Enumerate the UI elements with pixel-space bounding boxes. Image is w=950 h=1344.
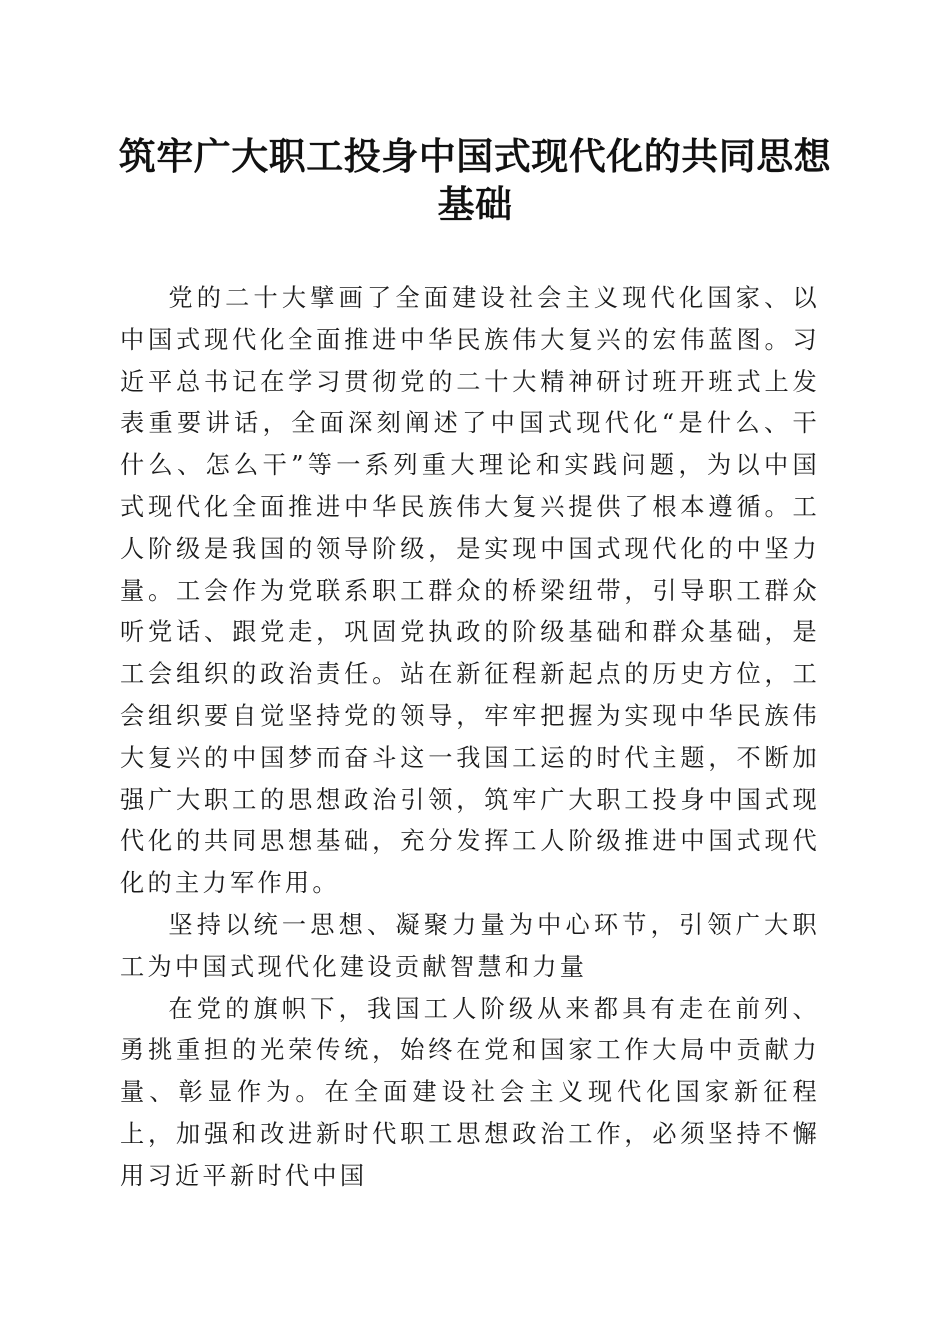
body-paragraph-intro: 党的二十大擘画了全面建设社会主义现代化国家、以中国式现代化全面推进中华民族伟大复兴的宏伟蓝图。习近平总书记在学习贯彻党的二十大精神研讨班开班式上发表重要讲话，全面深刻阐述了中国式现代化“是什么、干什么、怎么干”等一系列重大理论和实践问题，为以中国式现代化全面推进中华民族伟大复兴提供了根本遵循。工人阶级是我国的领导阶级，是实现中国式现代化的中坚力量。工会作为党联系职工群众的桥梁纽带，引导职工群众听党话、跟党走，巩固党执政的阶级基础和群众基础，是工会组织的政治责任。站在新征程新起点的历史方位，工会组织要自觉坚持党的领导，牢牢把握为实现中华民族伟大复兴的中国梦而奋斗这一我国工运的时代主题，不断加强广大职工的思想政治引领，筑牢广大职工投身中国式现代化的共同思想基础，充分发挥工人阶级推进中国式现代化的主力军作用。 [120, 284, 820, 898]
body-paragraph-section: 在党的旗帜下，我国工人阶级从来都具有走在前列、勇挑重担的光荣传统，始终在党和国家工作大局中贡献力量、彰显作为。在全面建设社会主义现代化国家新征程上，加强和改进新时代职工思想政治工作，必须坚持不懈用习近平新时代中国 [120, 994, 820, 1190]
document-title: 筑牢广大职工投身中国式现代化的共同思想基础 [118, 134, 832, 226]
document-body [120, 278, 820, 1198]
section-heading-paragraph: 坚持以统一思想、凝聚力量为中心环节，引领广大职工为中国式现代化建设贡献智慧和力量 [120, 910, 820, 981]
